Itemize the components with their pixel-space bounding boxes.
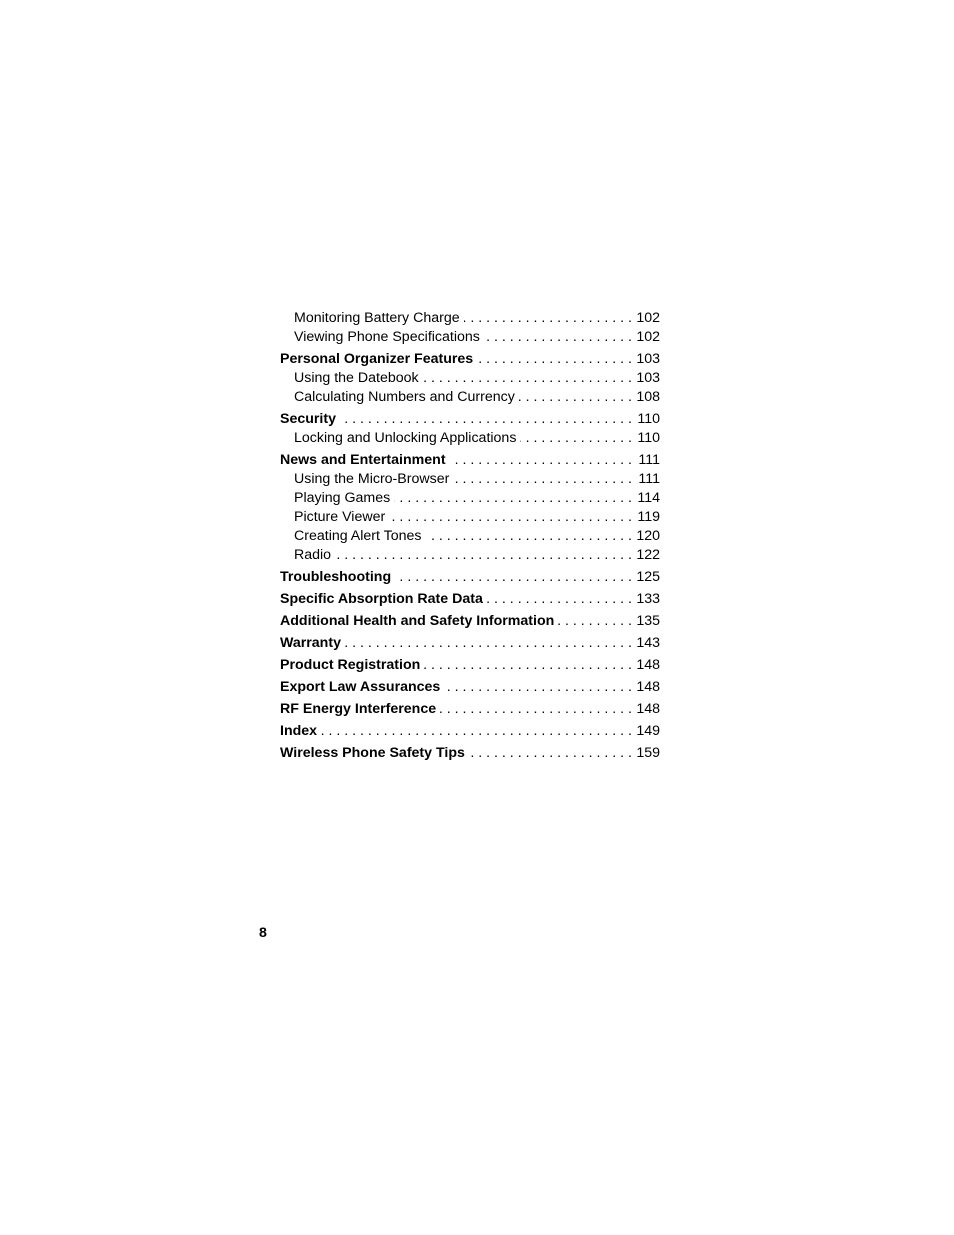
toc-entry-title: Calculating Numbers and Currency <box>294 389 515 405</box>
toc-entry-page: 122 <box>636 547 660 563</box>
toc-section-page: 148 <box>636 657 660 673</box>
toc-dot-leader <box>469 744 632 763</box>
toc-entry-title: Picture Viewer <box>294 509 386 525</box>
toc-entry-title: Creating Alert Tones <box>294 528 422 544</box>
toc-entry-page: 120 <box>636 528 660 544</box>
toc-dot-leader <box>440 700 632 719</box>
toc-entry[interactable] <box>280 388 660 407</box>
toc-entry-title: Playing Games <box>294 490 391 506</box>
toc-entry-title: Viewing Phone Specifications <box>294 329 480 345</box>
toc-entry-page: 102 <box>636 329 660 345</box>
toc-entry-page: 102 <box>636 310 660 326</box>
toc-section[interactable] <box>280 656 660 675</box>
toc-entry-title: Radio <box>294 547 332 563</box>
toc-dot-leader <box>335 546 632 565</box>
toc-section-page: 148 <box>636 701 660 717</box>
toc-section-page: 125 <box>636 569 660 585</box>
toc-entry[interactable] <box>280 527 660 546</box>
toc-section-title: Wireless Phone Safety Tips <box>280 745 465 761</box>
toc-section-title: RF Energy Interference <box>280 701 437 717</box>
toc-entry-page: 108 <box>636 389 660 405</box>
toc-section-page: 111 <box>638 452 660 468</box>
toc-dot-leader <box>520 429 632 448</box>
toc-entry[interactable] <box>280 309 660 328</box>
toc-entry-title: Locking and Unlocking Applications <box>294 430 517 446</box>
toc-section[interactable] <box>280 722 660 741</box>
toc-section[interactable] <box>280 451 660 470</box>
toc-entry-page: 110 <box>637 430 660 446</box>
toc-dot-leader <box>558 612 632 631</box>
toc-section[interactable] <box>280 350 660 369</box>
toc-entry-title: Monitoring Battery Charge <box>294 310 460 326</box>
toc-entry-page: 103 <box>636 370 660 386</box>
toc-dot-leader <box>340 410 632 429</box>
toc-section-page: 103 <box>636 351 660 367</box>
toc-dot-leader <box>424 656 632 675</box>
toc-section-page: 149 <box>636 723 660 739</box>
toc-section[interactable] <box>280 410 660 429</box>
toc-dot-leader <box>477 350 632 369</box>
toc-dot-leader <box>423 369 632 388</box>
toc-entry-page: 111 <box>638 471 660 487</box>
toc-entry[interactable] <box>280 369 660 388</box>
toc-entry-page: 114 <box>637 490 660 506</box>
toc-section-title: Troubleshooting <box>280 569 392 585</box>
toc-dot-leader <box>395 568 632 587</box>
toc-dot-leader <box>484 328 632 347</box>
toc-section-title: Warranty <box>280 635 341 651</box>
toc-entry[interactable] <box>280 328 660 347</box>
toc-section-page: 133 <box>636 591 660 607</box>
toc-dot-leader <box>389 508 632 527</box>
toc-section-page: 143 <box>636 635 660 651</box>
toc-section-title: Index <box>280 723 318 739</box>
toc-entry[interactable] <box>280 489 660 508</box>
table-of-contents <box>280 309 660 763</box>
toc-dot-leader <box>426 527 633 546</box>
toc-entry-title: Using the Micro-Browser <box>294 471 450 487</box>
toc-dot-leader <box>487 590 632 609</box>
toc-section-title: Personal Organizer Features <box>280 351 474 367</box>
toc-dot-leader <box>453 470 632 489</box>
toc-section-title: Additional Health and Safety Information <box>280 613 555 629</box>
toc-section-title: Product Registration <box>280 657 421 673</box>
page-number: 8 <box>259 925 267 941</box>
toc-entry-title: Using the Datebook <box>294 370 419 386</box>
toc-dot-leader <box>394 489 632 508</box>
toc-section-title: Export Law Assurances <box>280 679 441 695</box>
toc-entry-page: 119 <box>637 509 660 525</box>
toc-entry[interactable] <box>280 429 660 448</box>
toc-dot-leader <box>321 722 632 741</box>
toc-section[interactable] <box>280 700 660 719</box>
toc-dot-leader <box>345 634 632 653</box>
toc-section[interactable] <box>280 568 660 587</box>
toc-section[interactable] <box>280 612 660 631</box>
toc-dot-leader <box>444 678 632 697</box>
toc-section-title: Specific Absorption Rate Data <box>280 591 483 607</box>
toc-section-page: 159 <box>636 745 660 761</box>
toc-section-page: 110 <box>637 411 660 427</box>
toc-section-title: Security <box>280 411 336 427</box>
toc-section-page: 148 <box>636 679 660 695</box>
toc-section-page: 135 <box>636 613 660 629</box>
toc-entry[interactable] <box>280 470 660 489</box>
toc-section[interactable] <box>280 678 660 697</box>
toc-dot-leader <box>519 388 632 407</box>
toc-entry[interactable] <box>280 546 660 565</box>
toc-section[interactable] <box>280 590 660 609</box>
toc-section[interactable] <box>280 634 660 653</box>
toc-section[interactable] <box>280 744 660 763</box>
toc-dot-leader <box>450 451 632 470</box>
toc-section-title: News and Entertainment <box>280 452 446 468</box>
toc-entry[interactable] <box>280 508 660 527</box>
toc-dot-leader <box>464 309 632 328</box>
